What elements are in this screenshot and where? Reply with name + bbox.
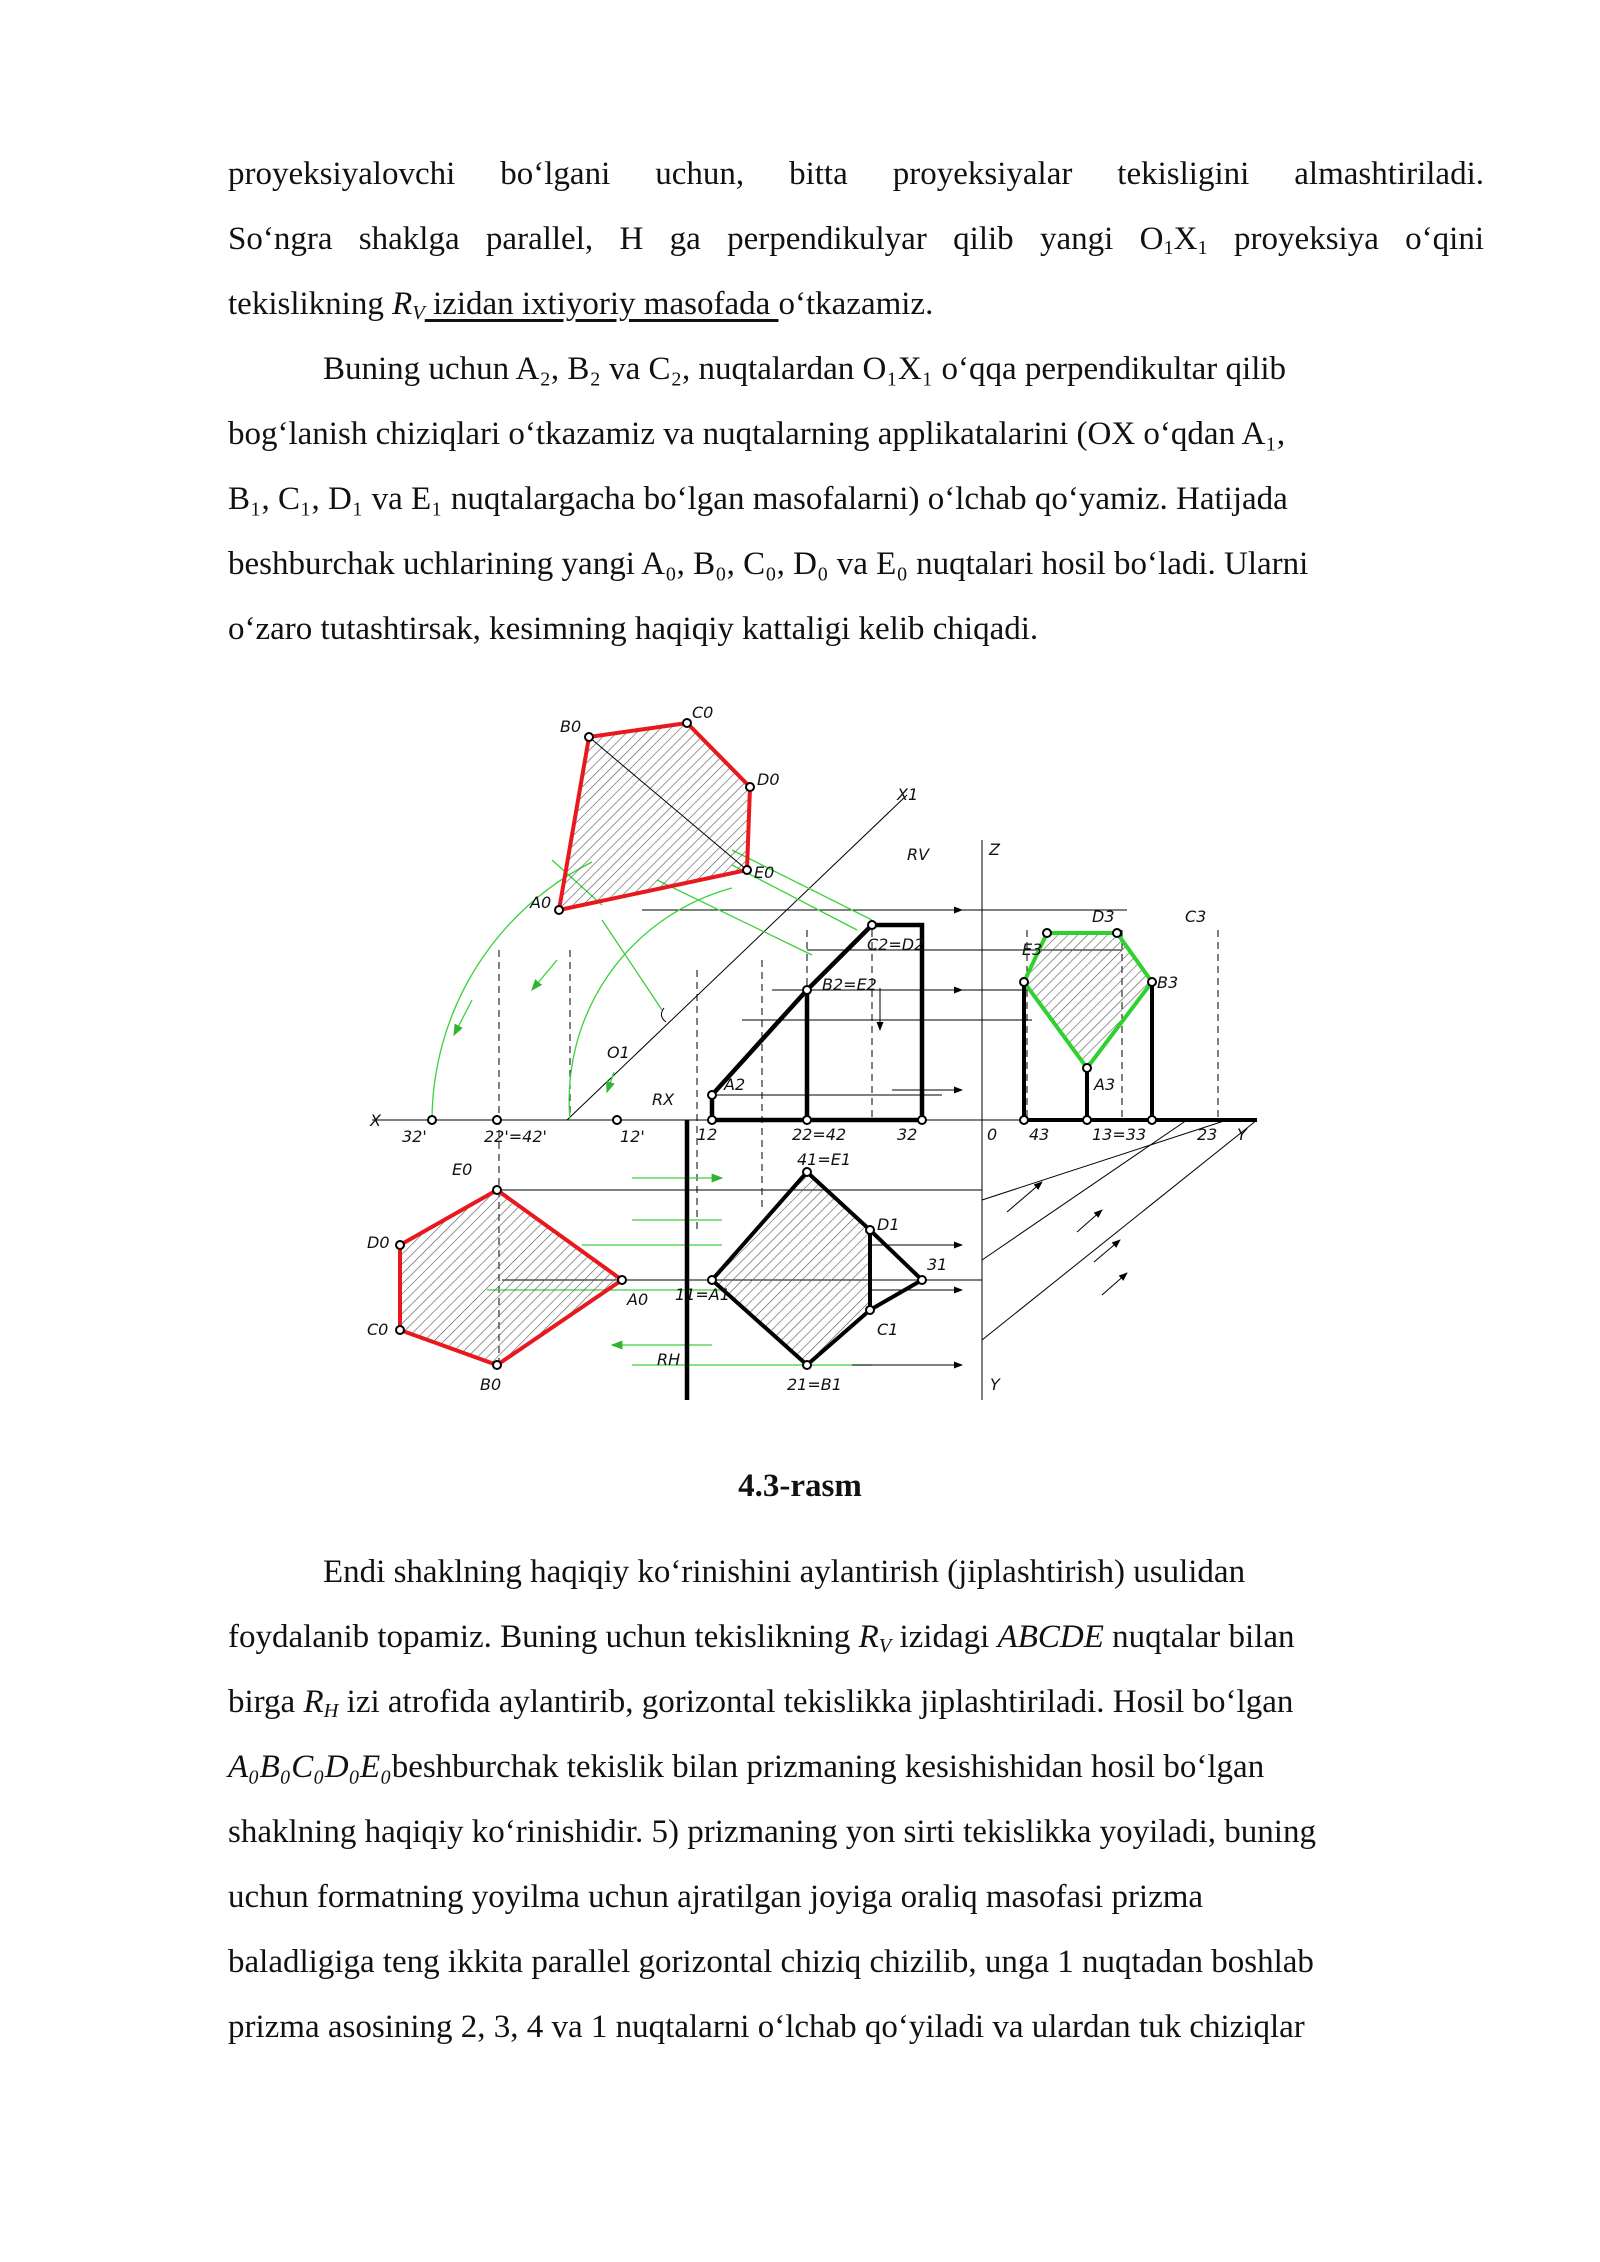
label-c1: C1: [877, 1320, 899, 1339]
paragraph-3-line-1: Endi shaklning haqiqiy ko‘rinishini aylantirish (jiplashtirish) usulidan: [323, 1554, 1246, 1590]
label-e0-bottom: E0: [452, 1160, 473, 1179]
label-c2-d2: C2=D2: [867, 935, 925, 954]
paragraph-2-line-2: bog‘lanish chiziqlari o‘tkazamiz va nuqtalarning applikatalarini (OX o‘qdan A₁,: [228, 416, 1286, 452]
label-1-2prime: 12': [620, 1127, 645, 1146]
label-d3: D3: [1092, 907, 1115, 926]
paragraph-2-line-1: Buning uchun A₂, B₂ va C₂, nuqtalardan O₁X₁ o‘qqa perpendikultar qilib: [323, 351, 1287, 387]
label-x: X: [370, 1111, 381, 1130]
label-e3: E3: [1022, 940, 1043, 959]
label-rh: RH: [657, 1350, 681, 1369]
label-o1: O1: [607, 1043, 630, 1062]
label-c0-bottom: C0: [367, 1320, 389, 1339]
true-shape-bottom: [400, 1190, 622, 1365]
paragraph-2-line-5: o‘zaro tutashtirsak, kesimning haqiqiy kattaligi kelib chiqadi.: [228, 611, 1039, 647]
label-rv: RV: [907, 845, 930, 864]
paragraph-1: [228, 142, 1484, 337]
label-d1: D1: [877, 1215, 900, 1234]
paragraph-3-line-2: foydalanib topamiz. Buning uchun tekislikning $R_V$ izidagi ABCDE nuqtalar bilan: [228, 1619, 1295, 1658]
paragraph-3-line-3: birga $R_H$ izi atrofida aylantirib, gorizontal tekislikka jiplashtiriladi. Hosil bo‘lgan: [228, 1684, 1294, 1723]
label-a0-bottom: A0: [627, 1290, 649, 1309]
label-2-1-b1: 21=B1: [787, 1375, 842, 1394]
label-1-1-a1: 11=A1: [675, 1285, 730, 1304]
paragraph-1-line-3: tekislikning $R_V$ izidan ixtiyoriy masofada o‘tkazamiz.: [228, 286, 934, 325]
label-y-bottom: Y: [990, 1375, 1000, 1394]
label-1-2: 12: [697, 1125, 718, 1144]
paragraph-3-line-5: shaklning haqiqiy ko‘rinishidir. 5) prizmaning yon sirti tekislikka yoyiladi, buning: [228, 1814, 1316, 1850]
label-d0-bottom: D0: [367, 1233, 390, 1252]
label-a2: A2: [724, 1075, 746, 1094]
profile-view: [1024, 933, 1257, 1120]
label-rx: RX: [652, 1090, 675, 1109]
label-e0-top: E0: [754, 863, 775, 882]
label-2-4: 22=42: [792, 1125, 847, 1144]
paragraph-3-line-6: uchun formatning yoyilma uchun ajratilgan joyiga oraliq masofasi prizma: [228, 1879, 1204, 1915]
label-d0-top: D0: [757, 770, 780, 789]
paragraph-2-line-3: B₁, C₁, D₁ va E₁ nuqtalargacha bo‘lgan masofalarni) o‘lchab qo‘yamiz. Hatijada: [228, 481, 1288, 517]
descriptive-geometry-figure: [352, 700, 1272, 1430]
label-3-2: 32: [897, 1125, 918, 1144]
figure-caption: 4.3-rasm: [738, 1468, 862, 1504]
paragraph-1-line-1: proyeksiyalovchi bo‘lgani uchun, bitta proyeksiyalar tekisligini almashtiriladi.: [228, 156, 1484, 192]
label-a3: A3: [1094, 1075, 1116, 1094]
label-1-3: 13=33: [1092, 1125, 1147, 1144]
paragraph-1-line-2: So‘ngra shaklga parallel, H ga perpendikulyar qilib yangi $O_1X_1$ proyeksiya o‘qini: [228, 221, 1485, 260]
label-x1: X1: [897, 785, 919, 804]
label-4-3: 43: [1029, 1125, 1050, 1144]
label-c0-top: C0: [692, 703, 714, 722]
true-shape-top: [559, 723, 750, 910]
label-b0-top: B0: [560, 717, 582, 736]
paragraph-2: [228, 337, 1484, 662]
label-4-1-e1: 41=E1: [797, 1150, 852, 1169]
label-3-2prime: 32': [402, 1127, 427, 1146]
underlined-phrase: izidan ixtiyoriy masofada: [424, 286, 779, 322]
label-b2-e2: B2=E2: [822, 975, 877, 994]
paragraph-2-line-4: beshburchak uchlarining yangi A₀, B₀, C₀, D₀ va E₀ nuqtalari hosil bo‘ladi. Ularni: [228, 546, 1309, 582]
label-b0-bottom: B0: [480, 1375, 502, 1394]
paragraph-3-line-7: baladligiga teng ikkita parallel gorizontal chiziq chizilib, unga 1 nuqtadan boshlab: [228, 1944, 1314, 1980]
label-c3: C3: [1185, 907, 1207, 926]
paragraph-3: [228, 1540, 1484, 2060]
label-z: Z: [989, 840, 1000, 859]
label-y: Y: [1237, 1125, 1247, 1144]
label-a0-top: A0: [530, 893, 552, 912]
label-2-4prime: 22'=42': [484, 1127, 547, 1146]
label-2-3: 23: [1197, 1125, 1218, 1144]
paragraph-3-line-4: A₀B₀C₀D₀E₀beshburchak tekislik bilan prizmaning kesishishidan hosil bo‘lgan: [228, 1749, 1265, 1785]
label-origin: 0: [987, 1125, 998, 1144]
label-3-1: 31: [927, 1255, 948, 1274]
label-b3: B3: [1157, 973, 1179, 992]
paragraph-3-line-8: prizma asosining 2, 3, 4 va 1 nuqtalarni o‘lchab qo‘yiladi va ulardan tuk chiziqlar: [228, 2009, 1305, 2045]
